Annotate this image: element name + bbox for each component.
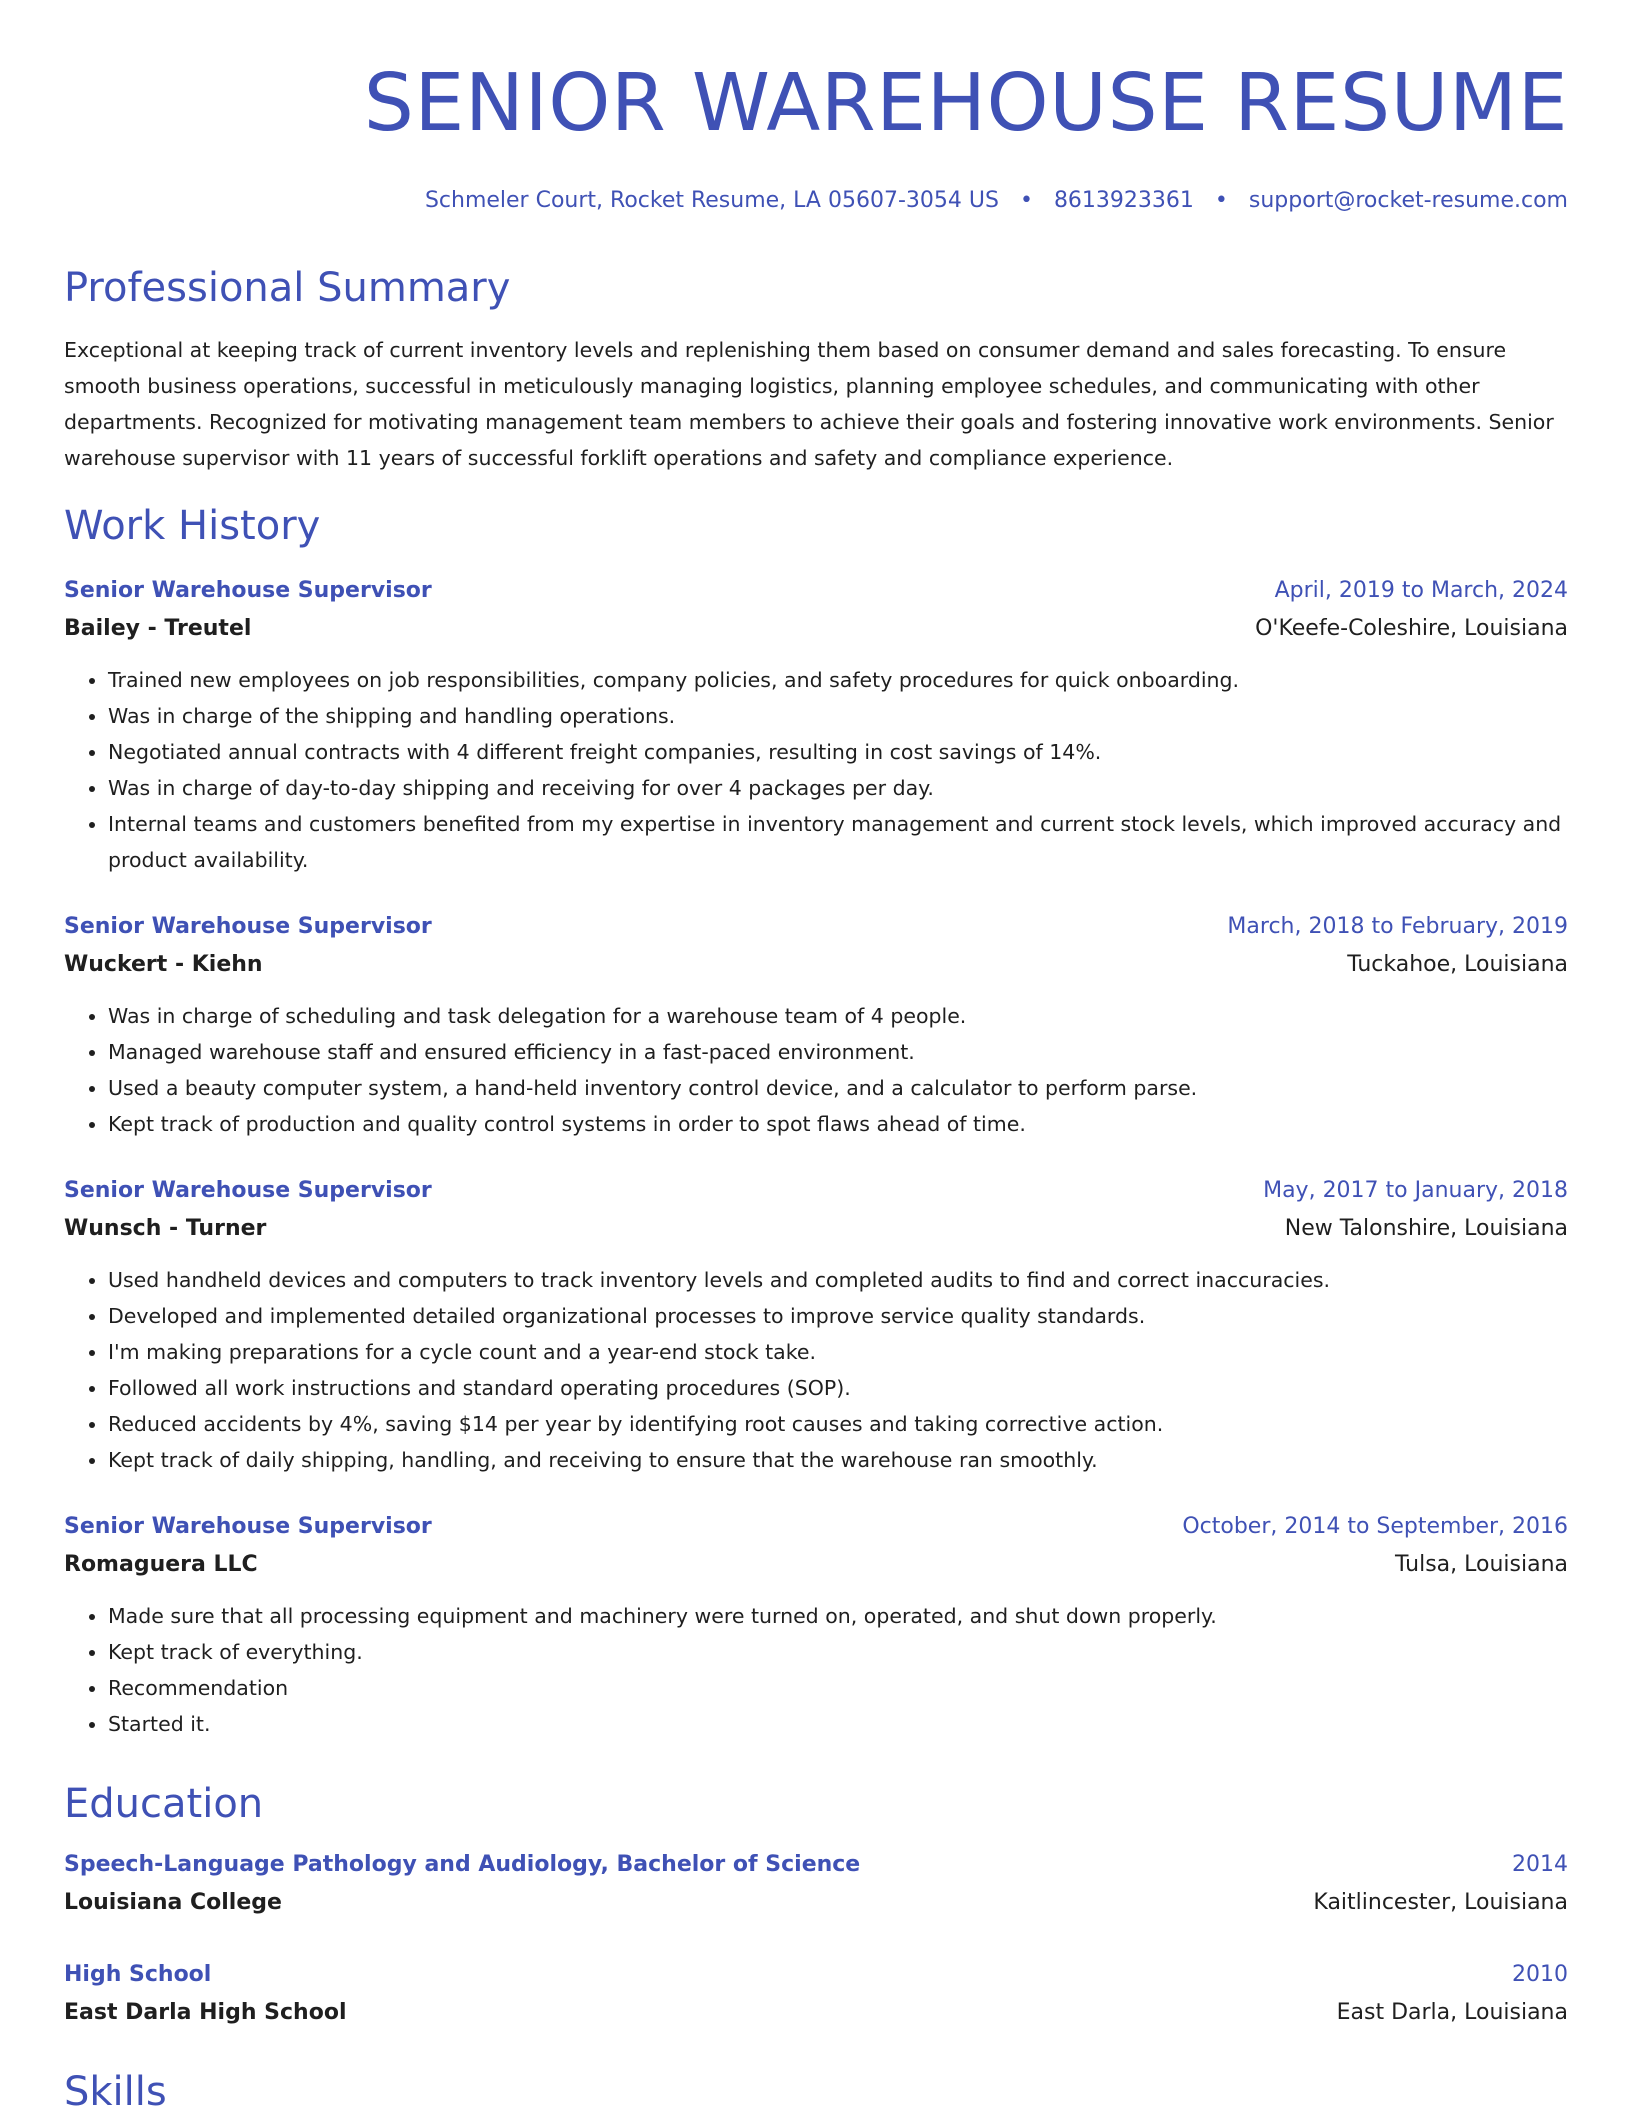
job-company: Bailey - Treutel [64, 616, 252, 641]
job-bullet: • Kept track of production and quality control systems in order to spot flaws ahead of time. [108, 1106, 1568, 1142]
education-school: Louisiana College [64, 1890, 282, 1915]
job-header-row [64, 572, 1568, 610]
education-list [64, 1846, 1568, 2032]
education-year: 2014 [1512, 1852, 1568, 1877]
education-school-row [64, 1884, 1568, 1922]
job-company-row [64, 1546, 1568, 1584]
job-location: Tulsa, Louisiana [1395, 1552, 1568, 1577]
education-location: East Darla, Louisiana [1336, 2000, 1568, 2025]
job-dates: April, 2019 to March, 2024 [1274, 578, 1568, 603]
job-bullet: • Used handheld devices and computers to track inventory levels and completed audits to find and correct inaccuracies. [108, 1262, 1568, 1298]
work-history-list [64, 572, 1568, 1742]
job-location: Tuckahoe, Louisiana [1347, 952, 1568, 977]
education-degree: High School [64, 1962, 212, 1987]
job-bullets [64, 1262, 1568, 1478]
education-entry [64, 1956, 1568, 2032]
job-company: Wunsch - Turner [64, 1216, 267, 1241]
job-bullet: • Was in charge of the shipping and handling operations. [108, 698, 1568, 734]
education-school: East Darla High School [64, 2000, 347, 2025]
job-entry [64, 572, 1568, 878]
job-bullet: • Used a beauty computer system, a hand-held inventory control device, and a calculator to perform parse. [108, 1070, 1568, 1106]
job-dates: October, 2014 to September, 2016 [1182, 1514, 1568, 1539]
job-role: Senior Warehouse Supervisor [64, 578, 432, 603]
job-bullet: • Managed warehouse staff and ensured efficiency in a fast-paced environment. [108, 1034, 1568, 1070]
job-company: Romaguera LLC [64, 1552, 258, 1577]
contact-address: Schmeler Court, Rocket Resume, LA 05607-3054 US [424, 188, 999, 213]
job-entry [64, 1172, 1568, 1478]
job-bullet: • Was in charge of day-to-day shipping and receiving for over 4 packages per day. [108, 770, 1568, 806]
job-company-row [64, 946, 1568, 984]
job-bullet: • Kept track of daily shipping, handling, and receiving to ensure that the warehouse ran smoothly. [108, 1442, 1568, 1478]
job-company-row [64, 610, 1568, 648]
contact-separator: • [1019, 188, 1033, 213]
job-bullet: • Reduced accidents by 4%, saving $14 per year by identifying root causes and taking corrective action. [108, 1406, 1568, 1442]
resume-title: SENIOR WAREHOUSE RESUME [363, 57, 1568, 149]
job-header-row [64, 908, 1568, 946]
education-school-row [64, 1994, 1568, 2032]
job-company: Wuckert - Kiehn [64, 952, 263, 977]
job-bullet: • Negotiated annual contracts with 4 different freight companies, resulting in cost savings of 14%. [108, 734, 1568, 770]
job-dates: March, 2018 to February, 2019 [1227, 914, 1568, 939]
education-location: Kaitlincester, Louisiana [1313, 1890, 1568, 1915]
education-header-row [64, 1846, 1568, 1884]
job-company-row [64, 1210, 1568, 1248]
job-bullet: • Trained new employees on job responsibilities, company policies, and safety procedures for quick onboarding. [108, 662, 1568, 698]
job-bullet: • Recommendation [108, 1670, 1568, 1706]
work-history-heading: Work History [64, 503, 321, 549]
education-year: 2010 [1512, 1962, 1568, 1987]
job-role: Senior Warehouse Supervisor [64, 914, 432, 939]
job-role: Senior Warehouse Supervisor [64, 1514, 432, 1539]
job-bullets [64, 662, 1568, 878]
job-dates: May, 2017 to January, 2018 [1263, 1178, 1568, 1203]
job-bullets [64, 1598, 1568, 1742]
job-bullet: • Made sure that all processing equipment and machinery were turned on, operated, and shut down properly. [108, 1598, 1568, 1634]
job-bullet: • Followed all work instructions and standard operating procedures (SOP). [108, 1370, 1568, 1406]
job-header-row [64, 1508, 1568, 1546]
contact-phone: 8613923361 [1053, 188, 1194, 213]
job-location: New Talonshire, Louisiana [1284, 1216, 1568, 1241]
job-bullet: • I'm making preparations for a cycle count and a year-end stock take. [108, 1334, 1568, 1370]
job-role: Senior Warehouse Supervisor [64, 1178, 432, 1203]
contact-email: support@rocket-resume.com [1248, 188, 1568, 213]
job-bullets [64, 998, 1568, 1142]
job-bullet: • Kept track of everything. [108, 1634, 1568, 1670]
job-entry [64, 1508, 1568, 1742]
job-bullet: • Internal teams and customers benefited from my expertise in inventory management and current stock levels, which improved accuracy and product availability. [108, 806, 1568, 878]
job-entry [64, 908, 1568, 1142]
job-location: O'Keefe-Coleshire, Louisiana [1255, 616, 1568, 641]
summary-heading: Professional Summary [64, 265, 511, 311]
education-entry [64, 1846, 1568, 1922]
job-header-row [64, 1172, 1568, 1210]
job-bullet: • Started it. [108, 1706, 1568, 1742]
education-degree: Speech-Language Pathology and Audiology, Bachelor of Science [64, 1852, 861, 1877]
education-heading: Education [64, 1781, 264, 1827]
job-bullet: • Was in charge of scheduling and task delegation for a warehouse team of 4 people. [108, 998, 1568, 1034]
contact-line [64, 186, 1568, 216]
summary-text: Exceptional at keeping track of current inventory levels and replenishing them based on consumer demand and sales forecasting. To ensure smooth business operations, successful in meticulously managing logistics, planning employee schedules, and communicating with other departments. Recognized for motivating management team members to achieve their goals and fostering innovative work environments. Senior warehouse supervisor with 11 years of successful forklift operations and safety and compliance experience. [64, 338, 1554, 470]
education-header-row [64, 1956, 1568, 1994]
job-bullet: • Developed and implemented detailed organizational processes to improve service quality standards. [108, 1298, 1568, 1334]
contact-separator: • [1214, 188, 1228, 213]
skills-heading: Skills [64, 2069, 167, 2115]
